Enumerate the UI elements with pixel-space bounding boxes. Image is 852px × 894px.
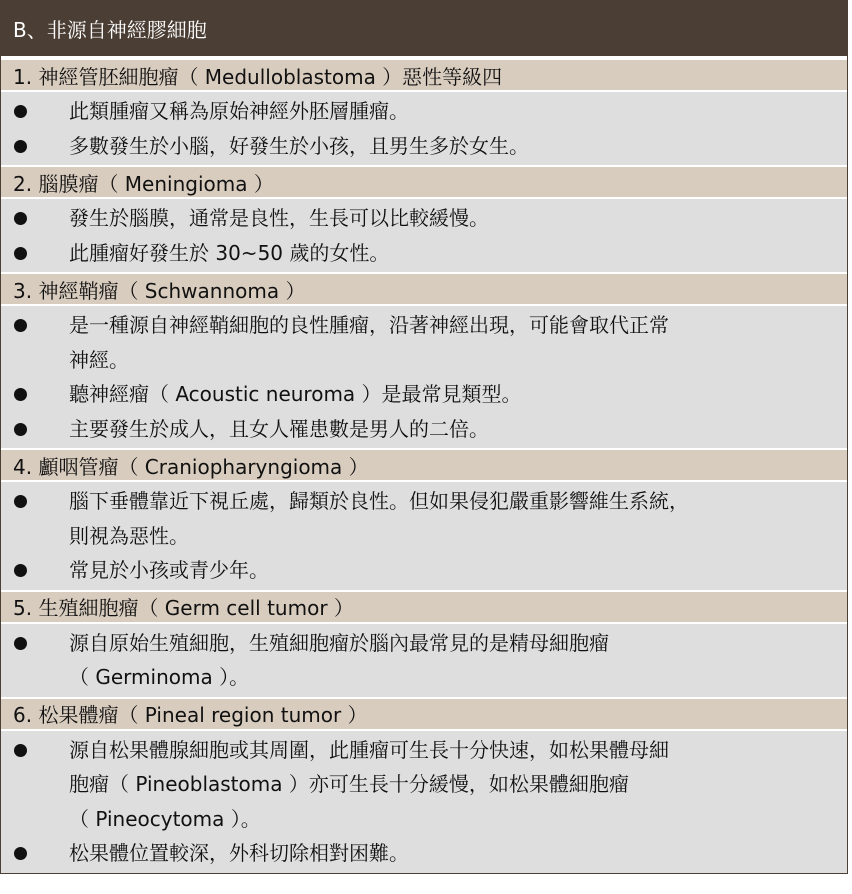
bullet-text-line: 腦下垂體靠近下視丘處，歸類於良性。但如果侵犯嚴重影響維生系統， xyxy=(69,489,689,513)
bullet-text-line: 聽神經瘤（ Acoustic neuroma ）是最常見類型。 xyxy=(69,382,522,406)
section-body xyxy=(1,482,847,590)
bullet-item xyxy=(1,626,847,695)
bullet-text xyxy=(69,129,847,164)
bullet-dot-icon xyxy=(1,412,69,447)
bullet-dot-icon xyxy=(1,201,69,236)
table-title-text: B、非源自神經膠細胞 xyxy=(13,18,207,42)
table-title xyxy=(1,1,847,58)
section-header-text: 6. 松果體瘤（ Pineal region tumor ） xyxy=(13,703,368,727)
section-header xyxy=(1,448,847,482)
bullet-dot-icon xyxy=(1,129,69,164)
bullet-text-line: （ Germinoma ）。 xyxy=(69,665,250,689)
section-header xyxy=(1,697,847,731)
section-body xyxy=(1,199,847,272)
bullet-text-line: 此腫瘤好發生於 30~50 歲的女性。 xyxy=(69,240,390,265)
bullet-item xyxy=(1,236,847,271)
bullet-text-line: 多數發生於小腦，好發生於小孩，且男生多於女生。 xyxy=(69,133,529,158)
bullet-text xyxy=(69,836,847,871)
bullet-text xyxy=(69,412,847,447)
section-header xyxy=(1,590,847,624)
section-header-text: 1. 神經管胚細胞瘤（ Medulloblastoma ）惡性等級四 xyxy=(13,64,503,89)
bullet-text xyxy=(69,201,847,236)
bullet-text xyxy=(69,377,847,412)
bullet-text xyxy=(69,308,847,377)
bullet-dot-icon xyxy=(1,377,69,412)
bullet-text-line: 源自原始生殖細胞，生殖細胞瘤於腦內最常見的是精母細胞瘤 xyxy=(69,630,609,655)
bullet-text-line: 源自松果體腺細胞或其周圍，此腫瘤可生長十分快速，如松果體母細 xyxy=(69,737,669,762)
bullet-text-line: （ Pineocytoma ）。 xyxy=(69,806,261,831)
bullet-text-line: 主要發生於成人，且女人罹患數是男人的二倍。 xyxy=(69,416,489,441)
bullet-text xyxy=(69,626,847,695)
bullet-item xyxy=(1,94,847,129)
section-header-text: 4. 顱咽管瘤（ Craniopharyngioma ） xyxy=(13,454,369,479)
bullet-item xyxy=(1,553,847,588)
bullet-text xyxy=(69,553,847,588)
sections-container xyxy=(1,58,847,873)
bullet-dot-icon xyxy=(1,94,69,129)
bullet-dot-icon xyxy=(1,484,69,553)
bullet-dot-icon xyxy=(1,236,69,271)
bullet-item xyxy=(1,377,847,412)
bullet-item xyxy=(1,201,847,236)
bullet-dot-icon xyxy=(1,308,69,377)
bullet-item xyxy=(1,129,847,164)
bullet-item xyxy=(1,733,847,837)
bullet-text xyxy=(69,733,847,837)
bullet-dot-icon xyxy=(1,836,69,871)
bullet-text-line: 則視為惡性。 xyxy=(69,523,189,548)
bullet-item xyxy=(1,836,847,871)
bullet-item xyxy=(1,484,847,553)
section-body xyxy=(1,92,847,165)
bullet-item xyxy=(1,412,847,447)
bullet-text-line: 是一種源自神經鞘細胞的良性腫瘤，沿著神經出現，可能會取代正常 xyxy=(69,313,669,337)
bullet-dot-icon xyxy=(1,626,69,695)
section-body xyxy=(1,624,847,697)
section-header xyxy=(1,272,847,306)
bullet-text-line: 神經。 xyxy=(69,347,129,372)
section-header xyxy=(1,58,847,92)
bullet-text-line: 胞瘤（ Pineoblastoma ）亦可生長十分緩慢，如松果體細胞瘤 xyxy=(69,772,629,796)
section-header-text: 3. 神經鞘瘤（ Schwannoma ） xyxy=(13,278,306,303)
section-header xyxy=(1,165,847,199)
bullet-dot-icon xyxy=(1,553,69,588)
bullet-text xyxy=(69,484,847,553)
section-body xyxy=(1,731,847,873)
bullet-text-line: 松果體位置較深，外科切除相對困難。 xyxy=(69,841,409,865)
bullet-dot-icon xyxy=(1,733,69,837)
bullet-text-line: 常見於小孩或青少年。 xyxy=(69,558,269,582)
bullet-text xyxy=(69,94,847,129)
bullet-text-line: 此類腫瘤又稱為原始神經外胚層腫瘤。 xyxy=(69,99,409,123)
bullet-item xyxy=(1,308,847,377)
bullet-text-line: 發生於腦膜，通常是良性，生長可以比較緩慢。 xyxy=(69,206,489,230)
section-header-text: 2. 腦膜瘤（ Meningioma ） xyxy=(13,171,274,196)
section-body xyxy=(1,306,847,448)
section-header-text: 5. 生殖細胞瘤（ Germ cell tumor ） xyxy=(13,596,354,620)
bullet-text xyxy=(69,236,847,271)
